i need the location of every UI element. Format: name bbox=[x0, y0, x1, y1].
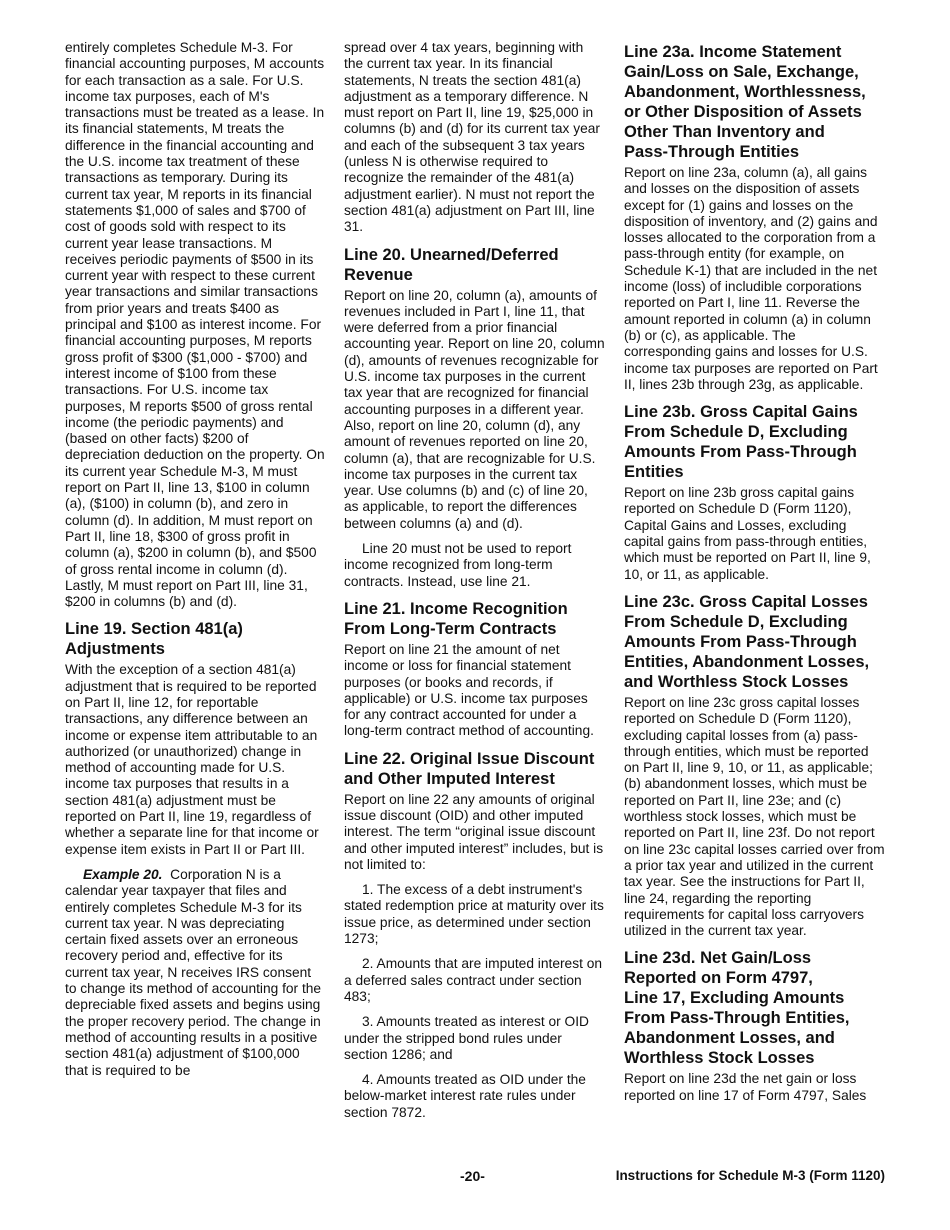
paragraph-line-23c: Report on line 23c gross capital losses reported on Schedule D (Form 1120), excluding capital losses from (a) pass-through entities, which must be reported on Part II, line 9, 10, or 11, as applicable; (b) abandonment losses, which must be reported on Part II, line 23e; and (c) worthless stock losses, which must be reported on Part II, line 23f. Do not report on line 23c capital losses carried over from a prior tax year and utilized in the current tax year. See the instructions for Part II, line 24, regarding the reporting requirements for capital loss carryovers utilized in the current tax year. bbox=[624, 694, 885, 939]
list-item: 1. The excess of a debt instrument's stated redemption price at maturity over its issue price, as determined under section 1273; bbox=[344, 882, 604, 947]
page-number: -20- bbox=[460, 1168, 485, 1184]
list-item: 2. Amounts that are imputed interest on a deferred sales contract under section 483; bbox=[344, 956, 603, 1004]
document-title: Instructions for Schedule M-3 (Form 1120) bbox=[615, 1168, 885, 1183]
heading-line-22: Line 22. Original Issue Discount and Other Imputed Interest bbox=[344, 749, 595, 788]
paragraph-line-22: Report on line 22 any amounts of original issue discount (OID) and other imputed interest. The term “original issue discount and other imputed interest” includes, but is not limited to: bbox=[344, 791, 604, 872]
paragraph-line-23d: Report on line 23d the net gain or loss reported on line 17 of Form 4797, Sales bbox=[624, 1071, 867, 1103]
column-middle bbox=[344, 40, 606, 1130]
paragraph-example-20 bbox=[65, 867, 325, 1079]
heading-line-23c: Line 23c. Gross Capital Losses From Schedule D, Excluding Amounts From Pass-Through Entities, Abandonment Losses, and Worthless Stock Losses bbox=[624, 592, 870, 691]
paragraph-line-23b: Report on line 23b gross capital gains reported on Schedule D (Form 1120), Capital Gains and Losses, excluding capital gains from pass-through entities, which must be reported on Part II, line 9, 10, or 11, as applicable. bbox=[624, 485, 871, 582]
heading-line-20: Line 20. Unearned/Deferred Revenue bbox=[344, 245, 559, 284]
heading-line-23d: Line 23d. Net Gain/Loss Reported on Form 4797, Line 17, Excluding Amounts From Pass-Through Entities, Abandonment Losses, and Worthless Stock Losses bbox=[624, 949, 850, 1068]
paragraph-line-19: With the exception of a section 481(a) adjustment that is required to be reported on Part II, line 12, for reportable transactions, any difference between an income or expense item attributable to an authorized (or unauthorized) change in method of accounting made for U.S. income tax purposes that results in a section 481(a) adjustment must be reported on Part II, line 19, regardless of whether a separate line for that income or expense item exists in Part II or Part III. bbox=[65, 662, 319, 857]
example-20-label: Example 20. bbox=[83, 866, 163, 882]
heading-line-23a: Line 23a. Income Statement Gain/Loss on Sale, Exchange, Abandonment, Worthlessness, or Other Disposition of Assets Other Than Inventory and Pass-Through Entities bbox=[624, 43, 866, 161]
list-item: 4. Amounts treated as OID under the below-market interest rate rules under section 7872. bbox=[344, 1072, 586, 1120]
heading-line-21: Line 21. Income Recognition From Long-Term Contracts bbox=[344, 599, 568, 638]
paragraph-example-20-continued: spread over 4 tax years, beginning with the current tax year. In its financial statements, N treats the section 481(a) adjustment as a temporary difference. N must report on Part II, line 19, $25,000 in columns (b) and (d) for its current tax year and each of the subsequent 3 tax years (unless N is otherwise required to recognize the remainder of the 481(a) adjustment earlier). N must not report the section 481(a) adjustment on Part III, line 31. bbox=[344, 40, 600, 235]
heading-line-19: Line 19. Section 481(a) Adjustments bbox=[65, 620, 243, 659]
paragraph-line-23a: Report on line 23a, column (a), all gains and losses on the disposition of assets except for (1) gains and losses on the disposition of inventory, and (2) gains and losses allocated to the corporation from a pass-through entity (for example, on Schedule K-1) that are included in the net income (loss) of includible corporations reported on Part I, line 11. Reverse the amount reported in column (a) in column (b) or (c), as applicable. The corresponding gains and losses for U.S. income tax purposes are reported on Part II, lines 23b through 23g, as applicable. bbox=[624, 165, 878, 392]
column-right bbox=[624, 40, 886, 1113]
list-item: 3. Amounts treated as interest or OID under the stripped bond rules under section 1286; and bbox=[344, 1014, 589, 1062]
heading-line-23b: Line 23b. Gross Capital Gains From Schedule D, Excluding Amounts From Pass-Through Entities bbox=[624, 403, 858, 482]
column-left bbox=[65, 40, 325, 1088]
paragraph-line-20-note: Line 20 must not be used to report income recognized from long-term contracts. Instead, use line 21. bbox=[344, 541, 572, 589]
paragraph-line-21: Report on line 21 the amount of net income or loss for financial statement purposes (or books and records, if applicable) or U.S. income tax purposes for any contract accounted for under a long-term contract method of accounting. bbox=[344, 641, 594, 739]
example-20-text: Corporation N is a calendar year taxpayer that files and entirely completes Schedule M-3 for its current tax year. N was depreciating certain fixed assets over an erroneous recovery period and, effective for its current tax year, N receives IRS consent to change its method of accounting for the depreciable fixed assets and begins using the proper recovery period. The change in method of accounting results in a positive section 481(a) adjustment of $100,000 that is required to be bbox=[65, 866, 322, 1078]
paragraph-example-continued: entirely completes Schedule M-3. For financial accounting purposes, M accounts for each transaction as a sale. For U.S. income tax purposes, each of M's transactions must be treated as a lease. In its financial statements, M treats the difference in the financial accounting and the U.S. income tax treatment of these transactions as temporary. During its current tax year, M reports in its financial statements $1,000 of sales and $700 of cost of goods sold with respect to its current year lease transactions. M receives periodic payments of $500 in its current year with respect to these current year transactions and similar transactions from prior years and treats $400 as principal and $100 as interest income. For financial accounting purposes, M reports gross profit of $300 ($1,000 - $700) and interest income of $100 from these transactions. For U.S. income tax purposes, M reports $500 of gross rental income (the periodic payments) and (based on other facts) $200 of depreciation deduction on the property. On its current year Schedule M-3, M must report on Part II, line 13, $100 in column (a), ($100) in column (b), and zero in column (d). In addition, M must report on Part II, line 18, $300 of gross profit in column (a), $200 in column (b), and $500 of gross rental income in column (d). Lastly, M must report on Part III, line 31, $200 in columns (b) and (d). bbox=[65, 40, 325, 610]
paragraph-line-20: Report on line 20, column (a), amounts of revenues included in Part I, line 11, that were deferred from a prior financial accounting year. Report on line 20, column (d), amounts of revenues recognizable for U.S. income tax purposes in the current tax year that are recognized for financial accounting purposes in a different year. Also, report on line 20, column (d), any amount of revenues reported on line 20, column (a), that are recognizable for U.S. income tax purposes in the current tax year. Use columns (b) and (c) of line 20, as applicable, to report the differences between columns (a) and (d). bbox=[344, 287, 605, 531]
